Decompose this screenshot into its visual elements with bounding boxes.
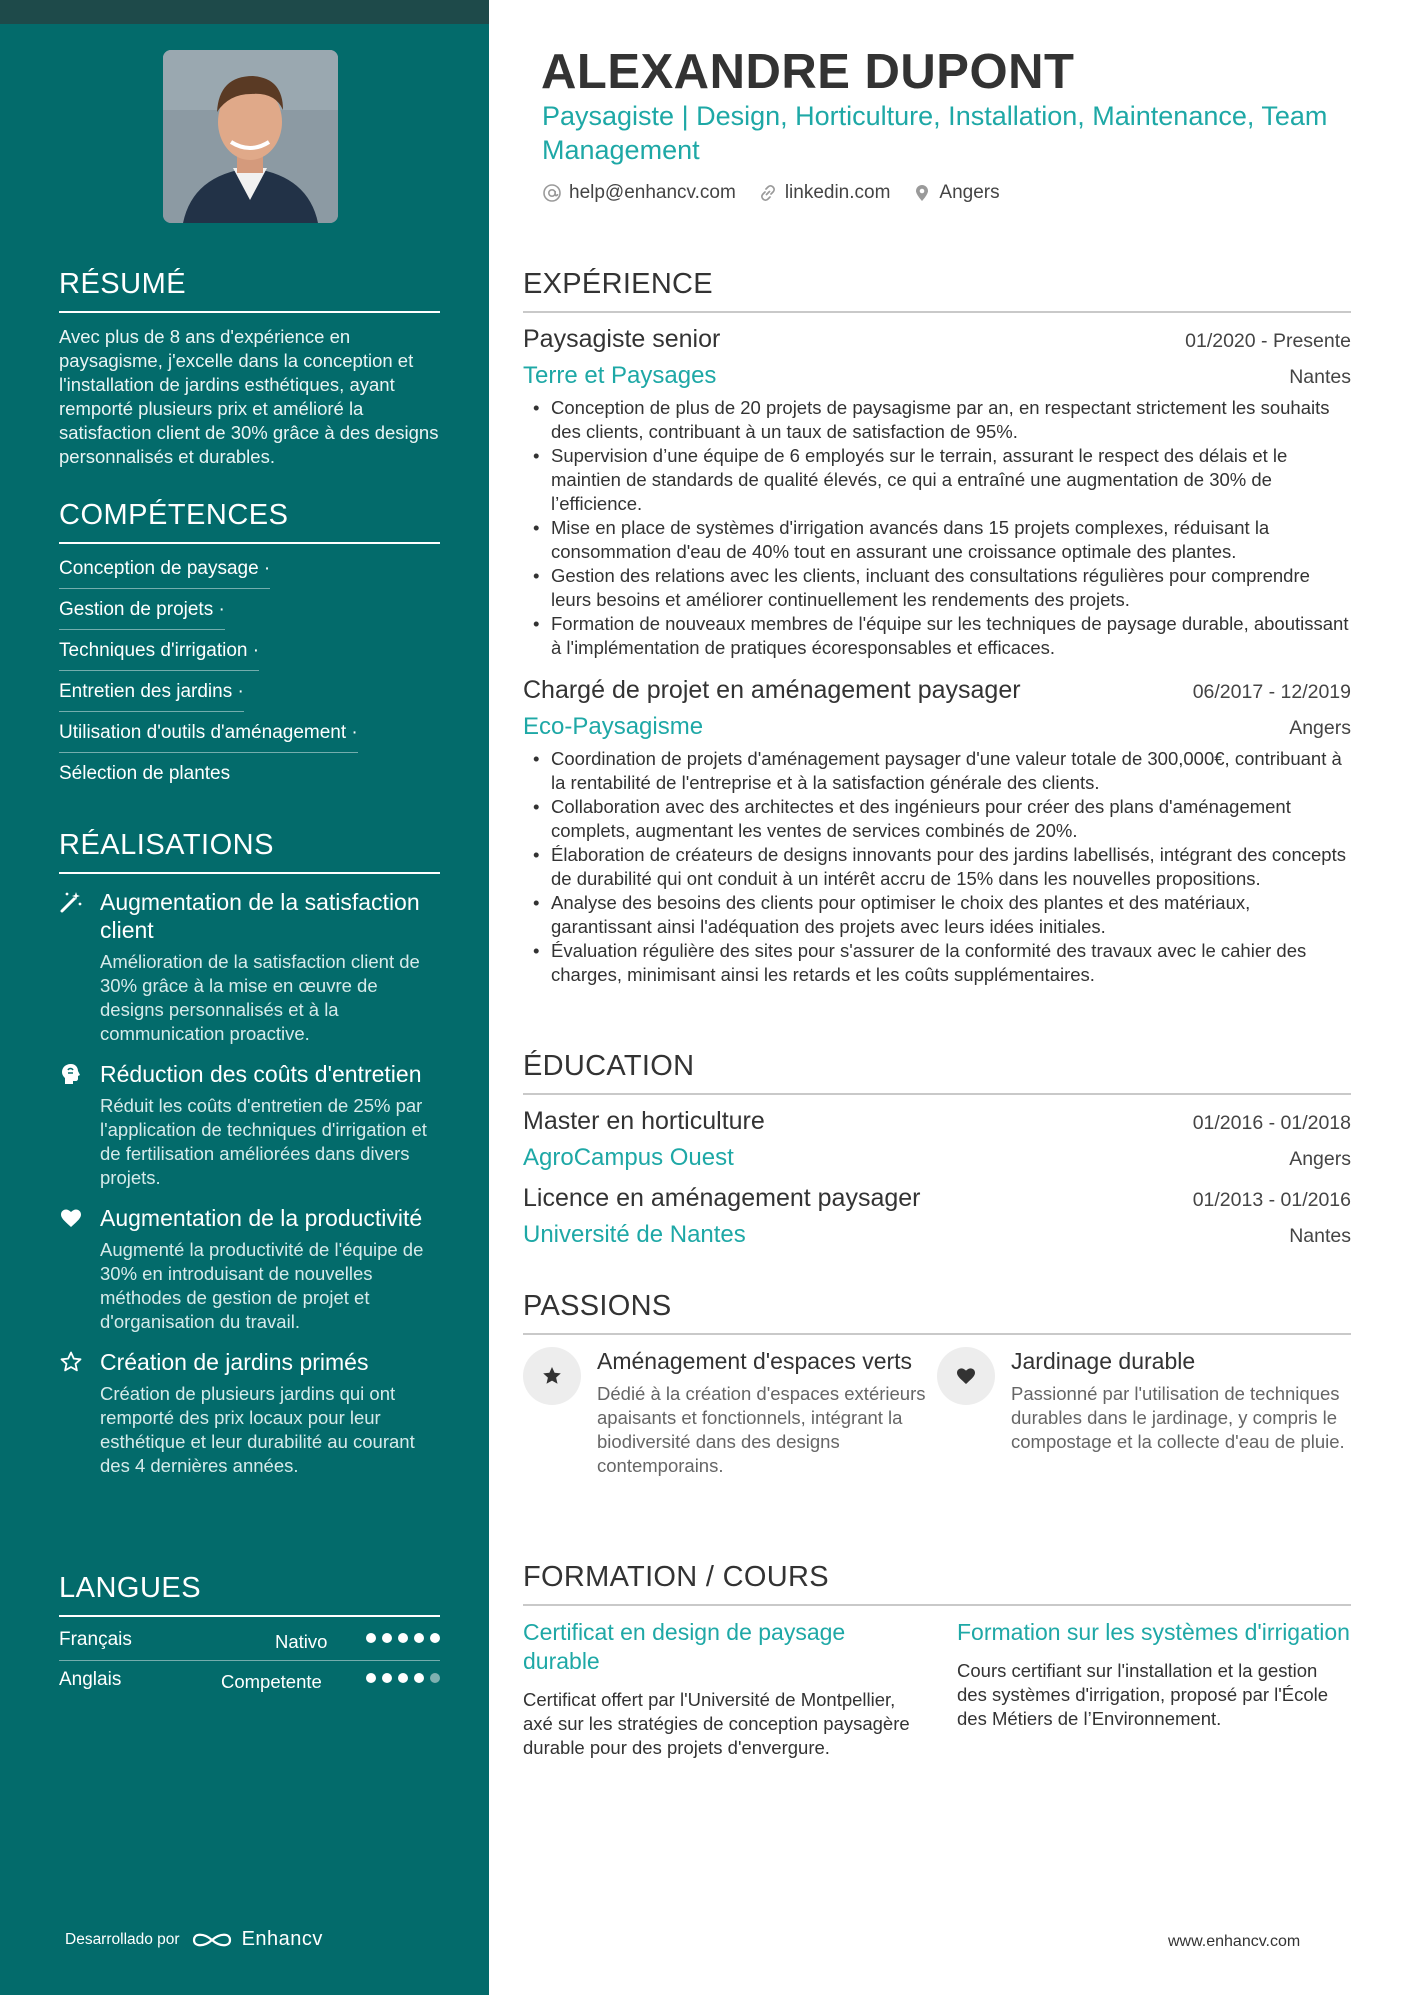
achievement-desc: Réduit les coûts d'entretien de 25% par l'application de techniques d'irrigation et de fertilisation améliorées dans divers projets. bbox=[100, 1095, 427, 1188]
passion-icon-circle bbox=[937, 1347, 995, 1405]
passion-desc: Passionné par l'utilisation de techniques durables dans le jardinage, y compris le compostage et la collecte d'eau de pluie. bbox=[1011, 1383, 1345, 1452]
brand-name: Enhancv bbox=[241, 1928, 323, 1950]
portrait-image bbox=[163, 50, 338, 223]
language-level: Competente bbox=[221, 1671, 322, 1692]
skill-item: Conception de paysage · bbox=[59, 548, 270, 589]
job-entry bbox=[523, 325, 1351, 660]
education-title: ÉDUCATION bbox=[523, 1050, 1351, 1095]
course-title: Certificat en design de paysage durable bbox=[523, 1619, 846, 1674]
language-row bbox=[59, 1661, 440, 1701]
education-entry bbox=[523, 1107, 1351, 1172]
job-company: Eco-Paysagisme bbox=[523, 713, 704, 740]
achievements-section bbox=[59, 829, 440, 1478]
job-bullet: • Analyse des besoins des clients pour optimiser le choix des plantes et des matériaux, garantissant ainsi l'adéquation des projets avec leurs idées initiales. bbox=[523, 891, 1351, 939]
rating-dot bbox=[366, 1633, 376, 1643]
achievement-title: Augmentation de la productivité bbox=[100, 1205, 423, 1231]
courses-title: FORMATION / COURS bbox=[523, 1561, 1351, 1606]
education-degree: Licence en aménagement paysager bbox=[523, 1184, 921, 1212]
skill-item: Utilisation d'outils d'aménagement · bbox=[59, 712, 358, 753]
job-bullet: • Collaboration avec des architectes et des ingénieurs pour créer des plans d'aménagement complets, augmentant les ventes de services combinés de 20%. bbox=[523, 795, 1351, 843]
language-row bbox=[59, 1621, 440, 1661]
job-bullet: • Gestion des relations avec les clients, incluant des consultations régulières pour comprendre leurs besoins et améliorer continuellement les rendements des projets. bbox=[523, 564, 1351, 612]
achievement-item bbox=[59, 1060, 440, 1190]
rating-dot bbox=[382, 1633, 392, 1643]
rating-dot bbox=[430, 1673, 440, 1683]
language-rating bbox=[366, 1673, 440, 1683]
heart-icon bbox=[954, 1364, 978, 1388]
experience-section bbox=[523, 268, 1351, 987]
contact-email[interactable] bbox=[542, 182, 736, 204]
job-bullet: • Élaboration de créateurs de designs innovants pour des jardins labellisés, intégrant des concepts de durabilité qui ont conduit à un intérêt accru de 15% dans les nouvelles propositions. bbox=[523, 843, 1351, 891]
job-bullet: • Évaluation régulière des sites pour s'assurer de la conformité des travaux avec le cahier des charges, minimisant ainsi les retards et les coûts supplémentaires. bbox=[523, 939, 1351, 987]
star-outline-icon bbox=[59, 1350, 83, 1374]
achievement-item bbox=[59, 888, 440, 1046]
contact-email-text: help@enhancv.com bbox=[569, 182, 736, 203]
passion-desc: Dédié à la création d'espaces extérieurs apaisants et fonctionnels, intégrant la biodiversité dans des designs contemporains. bbox=[597, 1383, 926, 1476]
job-bullets bbox=[523, 396, 1351, 660]
achievement-title: Augmentation de la satisfaction client bbox=[100, 889, 420, 943]
contact-linkedin[interactable] bbox=[758, 182, 891, 204]
star-icon bbox=[540, 1364, 564, 1388]
rating-dot bbox=[430, 1633, 440, 1643]
education-school: AgroCampus Ouest bbox=[523, 1144, 734, 1171]
passion-title: Jardinage durable bbox=[1011, 1348, 1196, 1374]
link-icon bbox=[758, 183, 778, 203]
job-bullets bbox=[523, 747, 1351, 987]
job-title: Paysagiste senior bbox=[523, 325, 721, 353]
languages-section bbox=[59, 1572, 440, 1701]
job-bullet: • Formation de nouveaux membres de l'équipe sur les techniques de paysage durable, aboutissant à l'implémentation de pratiques écoresponsables et efficaces. bbox=[523, 612, 1351, 660]
language-level: Nativo bbox=[275, 1631, 328, 1652]
contact-linkedin-text: linkedin.com bbox=[784, 182, 891, 203]
education-date: 01/2013 - 01/2016 bbox=[1192, 1189, 1351, 1211]
contact-bar bbox=[542, 182, 1000, 204]
job-date: 06/2017 - 12/2019 bbox=[1192, 681, 1351, 703]
course-item bbox=[957, 1618, 1351, 1760]
job-location: Angers bbox=[1289, 717, 1351, 739]
skills-section bbox=[59, 499, 440, 793]
education-location: Angers bbox=[1289, 1148, 1351, 1170]
contact-location-text: Angers bbox=[939, 182, 1000, 203]
achievement-desc: Augmenté la productivité de l'équipe de 30% en introduisant de nouvelles méthodes de gestion de projet et d'organisation du travail. bbox=[100, 1239, 424, 1332]
candidate-name: ALEXANDRE DUPONT bbox=[541, 45, 1075, 99]
candidate-tagline: Paysagiste | Design, Horticulture, Installation, Maintenance, Team Management bbox=[542, 101, 1328, 165]
passion-title: Aménagement d'espaces verts bbox=[597, 1348, 913, 1374]
education-section bbox=[523, 1050, 1351, 1249]
at-icon bbox=[542, 183, 562, 203]
summary-text: Avec plus de 8 ans d'expérience en paysagisme, j'excelle dans la conception et l'installation de jardins esthétiques, ayant remporté plusieurs prix et amélioré la satisfaction client de 30% grâce à des designs personnalisés et durables. bbox=[59, 326, 439, 467]
languages-title: LANGUES bbox=[59, 1572, 440, 1617]
achievement-item bbox=[59, 1204, 440, 1334]
job-location: Nantes bbox=[1289, 366, 1351, 388]
language-name: Français bbox=[59, 1629, 132, 1650]
passion-item bbox=[523, 1347, 937, 1478]
passion-icon-circle bbox=[523, 1347, 581, 1405]
job-bullet: • Supervision d’une équipe de 6 employés sur le terrain, assurant le respect des délais et le maintien de standards de qualité élevés, ce qui a entraîné une augmentation de 30% de l’efficience. bbox=[523, 444, 1351, 516]
education-degree: Master en horticulture bbox=[523, 1107, 765, 1135]
summary-title: RÉSUMÉ bbox=[59, 268, 440, 313]
language-rating bbox=[366, 1633, 440, 1643]
passion-item bbox=[937, 1347, 1351, 1478]
course-item bbox=[523, 1618, 917, 1760]
job-entry bbox=[523, 676, 1351, 987]
rating-dot bbox=[398, 1633, 408, 1643]
heart-icon bbox=[59, 1206, 83, 1230]
rating-dot bbox=[382, 1673, 392, 1683]
achievement-title: Réduction des coûts d'entretien bbox=[100, 1061, 422, 1087]
courses-section bbox=[523, 1561, 1351, 1760]
achievements-title: RÉALISATIONS bbox=[59, 829, 440, 874]
experience-title: EXPÉRIENCE bbox=[523, 268, 1351, 313]
language-name: Anglais bbox=[59, 1669, 122, 1690]
course-desc: Certificat offert par l'Université de Montpellier, axé sur les stratégies de conception paysagère durable pour des projets d'envergure. bbox=[523, 1689, 910, 1758]
job-title: Chargé de projet en aménagement paysager bbox=[523, 676, 1021, 704]
magic-wand-icon bbox=[59, 890, 83, 914]
sidebar-top-bar bbox=[0, 0, 489, 24]
contact-location bbox=[912, 182, 999, 204]
achievement-desc: Amélioration de la satisfaction client de 30% grâce à la mise en œuvre de designs personnalisés et à la communication proactive. bbox=[100, 951, 420, 1044]
rating-dot bbox=[414, 1633, 424, 1643]
footer-site-link[interactable]: www.enhancv.com bbox=[1168, 1933, 1301, 1950]
job-bullet: • Mise en place de systèmes d'irrigation avancés dans 15 projets complexes, réduisant la consommation d'eau de 40% tout en assurant une croissance optimale des plantes. bbox=[523, 516, 1351, 564]
job-bullet: • Coordination de projets d'aménagement paysager d'une valeur totale de 300,000€, contribuant à la rentabilité de l'entreprise et à la satisfaction générale des clients. bbox=[523, 747, 1351, 795]
job-bullet: • Conception de plus de 20 projets de paysagisme par an, en respectant strictement les souhaits des clients, contribuant à un taux de satisfaction de 95%. bbox=[523, 396, 1351, 444]
profile-photo bbox=[163, 50, 338, 223]
job-date: 01/2020 - Presente bbox=[1185, 330, 1351, 352]
education-entry bbox=[523, 1184, 1351, 1249]
summary-section bbox=[59, 268, 440, 469]
enhancv-logo-icon bbox=[190, 1929, 234, 1951]
achievement-item bbox=[59, 1348, 440, 1478]
location-pin-icon bbox=[912, 183, 932, 203]
skill-item: Entretien des jardins · bbox=[59, 671, 244, 712]
rating-dot bbox=[414, 1673, 424, 1683]
education-school: Université de Nantes bbox=[523, 1221, 746, 1248]
course-desc: Cours certifiant sur l'installation et la gestion des systèmes d'irrigation, proposé par l'École des Métiers de l’Environnement. bbox=[957, 1660, 1329, 1729]
skill-item: Sélection de plantes bbox=[59, 763, 231, 784]
passions-title: PASSIONS bbox=[523, 1290, 1351, 1335]
passions-section bbox=[523, 1290, 1351, 1478]
powered-by-label: Desarrollado por bbox=[65, 1930, 180, 1948]
brain-head-icon bbox=[59, 1062, 83, 1086]
brand-logo[interactable] bbox=[190, 1928, 323, 1951]
education-date: 01/2016 - 01/2018 bbox=[1192, 1112, 1351, 1134]
rating-dot bbox=[366, 1673, 376, 1683]
education-location: Nantes bbox=[1289, 1225, 1351, 1247]
achievement-desc: Création de plusieurs jardins qui ont remporté des prix locaux pour leur esthétique et leur durabilité au courant des 4 dernières années. bbox=[100, 1383, 415, 1476]
powered-by bbox=[65, 1928, 323, 1951]
skill-item: Gestion de projets · bbox=[59, 589, 225, 630]
rating-dot bbox=[398, 1673, 408, 1683]
skills-title: COMPÉTENCES bbox=[59, 499, 440, 544]
sidebar bbox=[0, 0, 489, 1995]
job-company: Terre et Paysages bbox=[523, 362, 717, 389]
skill-item: Techniques d'irrigation · bbox=[59, 630, 259, 671]
course-title: Formation sur les systèmes d'irrigation bbox=[957, 1619, 1350, 1645]
achievement-title: Création de jardins primés bbox=[100, 1349, 369, 1375]
